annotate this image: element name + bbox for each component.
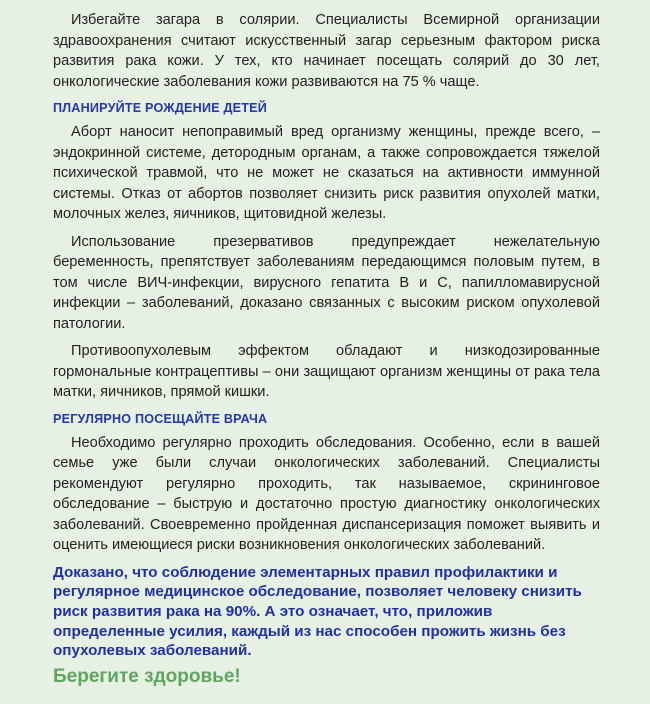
paragraph-abortion: Аборт наносит непоправимый вред организму женщины, прежде всего, – эндокринной системе, детородным органам, а также сопровождается тяжелой психической травмой, что не может не сказаться на активности иммунной системы. Отказ от абортов позволяет снизить риск развития опухолей матки, молочных желез, яичников, щитовидной железы. [53,124,600,222]
intro-paragraph: Избегайте загара в солярии. Специалисты Всемирной организации здравоохранения считают искусственный загар серьезным фактором риска развития рака кожи. У тех, кто начинает посещать солярий до 30 лет, онкологические заболевания кожи развиваются на 75 % чаще. [53,12,600,90]
paragraph-condoms: Использование презервативов предупреждает нежелательную беременность, препятствует заболеваниям передающимся половым путем, в том числе ВИЧ-инфекции, вирусного гепатита В и С, папилломавирусной инфекции – заболеваний, доказано связанных с высоким риском опухолевой патологии. [53,233,600,332]
paragraph-screening: Необходимо регулярно проходить обследования. Особенно, если в вашей семье уже были случаи онкологических заболеваний. Специалисты рекомендуют регулярно проходить, так называемое, скрининговое обследование – быструю и достаточно простую диагностику онкологических заболеваний. Своевременно пройденная диспансеризация поможет выявить и оценить имеющиеся риски возникновения онкологических заболеваний. [53,434,600,553]
closing-slogan: Берегите здоровье! [53,666,241,688]
paragraph-contraceptives: Противоопухолевым эффектом обладают и низкодозированные гормональные контрацептивы – они защищают организм женщины от рака тела матки, яичников, прямой кишки. [53,343,600,400]
callout-statement: Доказано, что соблюдение элементарных правил профилактики и регулярное медицинское обследование, позволяет человеку снизить риск развития рака на 90%. А это означает, что, приложив определенные усилия, каждый из нас способен прожить жизнь без опухолевых заболеваний. [53,563,582,660]
heading-plan-children: ПЛАНИРУЙТЕ РОЖДЕНИЕ ДЕТЕЙ [53,101,268,115]
heading-visit-doctor: РЕГУЛЯРНО ПОСЕЩАЙТЕ ВРАЧА [53,411,268,426]
